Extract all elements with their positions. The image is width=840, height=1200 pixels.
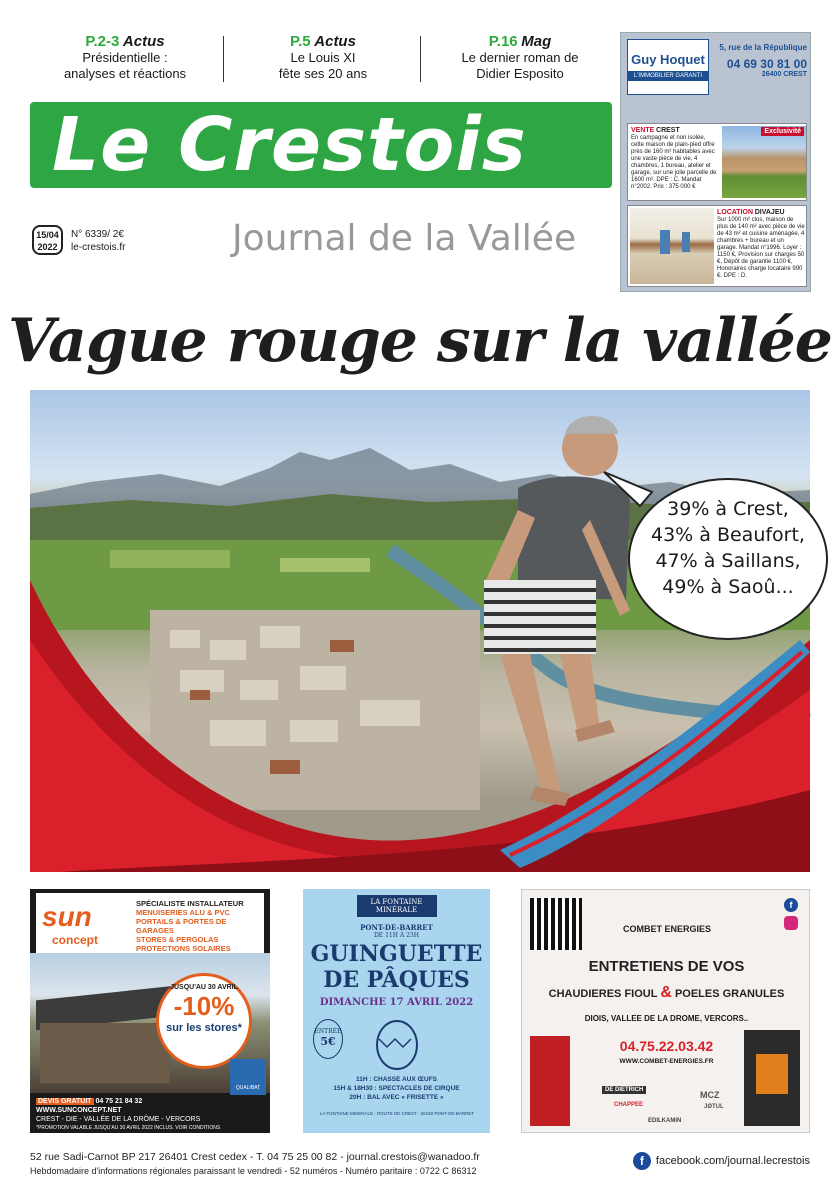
brand-mcz: MCZ: [700, 1090, 720, 1100]
teaser-text: analyses et réactions: [63, 66, 187, 81]
date-badge: [32, 225, 63, 255]
guinguette-date: DIMANCHE 17 AVRIL 2022: [319, 997, 474, 1008]
interior-photo: [630, 208, 714, 284]
footer-legal: Hebdomadaire d'informations régionales paraissant le vendredi - 52 numéros - Numéro paritaire : 0722 C 86312: [30, 1166, 477, 1176]
stove-image: [744, 1030, 800, 1126]
qr-code-icon[interactable]: [530, 898, 582, 950]
listing-label: LOCATION: [717, 209, 754, 216]
guinguette-place: PONT-DE-BARRET: [360, 923, 433, 932]
sun-brand: sun: [42, 901, 92, 932]
teaser-page: P.5: [290, 33, 311, 50]
site-link[interactable]: le-crestois.fr: [71, 242, 126, 253]
ad-guinguette[interactable]: [303, 889, 490, 1133]
brand-tagline: L'IMMOBILIER GARANTI: [628, 71, 708, 81]
entry-price: 5€: [320, 1035, 336, 1048]
sun-line: PROTECTIONS SOLAIRES: [136, 944, 231, 953]
exclusive-badge: Exclusivité: [761, 127, 804, 136]
easter-egg-icon: [367, 1017, 427, 1069]
guinguette-title: GUINGUETTE: [310, 941, 483, 967]
speech-bubble: [628, 478, 828, 640]
agency-address: 5, rue de la République: [719, 43, 807, 52]
facebook-url: facebook.com/journal.lecrestois: [655, 1155, 810, 1167]
listing-label: VENTE: [631, 127, 655, 134]
sun-line: PORTAILS & PORTES DE GARAGES: [136, 917, 227, 935]
masthead-title: Le Crestois: [30, 102, 612, 188]
divider: [420, 36, 421, 82]
bubble-line: 47% à Saillans,: [655, 550, 801, 572]
combet-subtitle: [522, 984, 811, 1002]
sun-site[interactable]: WWW.SUNCONCEPT.NET: [36, 1107, 122, 1114]
entry-label: ENTRÉE: [314, 1028, 342, 1035]
listing-text: Sur 1000 m² clos, maison de plus de 140 m² avec pièce de vie de 43 m² et cuisine aménagée, 4 chambres + bureau et un garage. Mandat n°1996. Loyer : 1150 €, Provision sur charges 50 €, Dépôt de garantie 1100 €, Honoraires charge locataire 990 €. DPE : D.: [717, 217, 805, 279]
program-item: 11H : CHASSE AUX ŒUFS: [355, 1076, 438, 1083]
facebook-icon[interactable]: f: [784, 898, 798, 912]
teaser-section: Actus: [314, 33, 356, 50]
brand-dedietrich: DE DIETRICH: [602, 1086, 646, 1094]
guinguette-contact: LA FONTAINE MINÉRALE - ROUTE DE CREST - 26160 PONT-DE-BARRET: [319, 1111, 475, 1116]
combet-title: ENTRETIENS DE VOS: [588, 958, 745, 975]
date-day: 15/04: [36, 230, 59, 240]
brand-name: Guy Hoquet: [631, 52, 705, 67]
guy-hoquet-logo: [627, 39, 709, 95]
combet-brand: COMBET ENERGIES: [622, 924, 711, 934]
agency-city: 26400 CREST: [761, 71, 807, 78]
instagram-icon[interactable]: [784, 916, 798, 930]
teaser-section: Mag: [521, 33, 552, 50]
teaser-actus-presidentielle[interactable]: [40, 34, 210, 82]
bubble-line: 43% à Beaufort,: [651, 524, 805, 546]
teaser-text: Le Louis XI: [290, 50, 356, 65]
brand-chappee: CHAPPEE: [614, 1102, 644, 1108]
date-year: 2022: [37, 242, 58, 252]
guinguette-program: [303, 1075, 490, 1102]
teaser-section: Actus: [122, 33, 165, 50]
combet-amp: &: [660, 984, 672, 1001]
entry-badge: [313, 1019, 343, 1059]
promo-badge: [156, 973, 252, 1069]
ad-sun-concept[interactable]: [30, 889, 270, 1140]
teaser-actus-louis-xi[interactable]: [238, 34, 408, 82]
agency-phone: 04 69 30 81 00: [726, 57, 807, 71]
issue-number: N° 6339/ 2€: [71, 229, 124, 240]
footer-address: 52 rue Sadi-Carnot BP 217 26401 Crest cedex - T. 04 75 25 00 82 - journal.crestois@wanadoo.fr: [30, 1151, 480, 1163]
realty-ad[interactable]: [620, 32, 811, 292]
sun-services: [136, 899, 266, 953]
house-photo: [722, 126, 806, 198]
headline: Vague rouge sur la vallée: [8, 306, 832, 376]
program-item: 20H : BAL AVEC « FRISETTE »: [349, 1094, 444, 1101]
combet-service: CHAUDIERES FIOUL: [548, 988, 658, 1000]
listing-rental[interactable]: [627, 205, 807, 287]
bubble-line: 39% à Crest,: [667, 498, 789, 520]
sun-contact: [36, 1097, 226, 1142]
sun-title: SPÉCIALISTE INSTALLATEUR: [136, 899, 244, 908]
qualibat-logo: QUALIBAT: [230, 1059, 266, 1095]
combet-phone: 04.75.22.03.42: [619, 1038, 714, 1054]
sun-line: STORES & PERGOLAS: [136, 935, 219, 944]
teaser-page: P.2-3: [85, 33, 120, 50]
teaser-text: Présidentielle :: [82, 50, 168, 65]
promo-value: -10%: [173, 991, 235, 1021]
divider: [223, 36, 224, 82]
listing-text: En campagne et non isolée, cette maison de plain-pied offre près de 160 m² habitables avec une vaste pièce de vie, 4 chambres, 1 bureau, atelier et garage, sur une jolie parcelle de 1600 m². DPE : C. Mandat n°2002. Prix : 375 000 €: [631, 135, 717, 190]
devis-label: DEVIS GRATUIT: [38, 1098, 92, 1105]
boiler-image: [530, 1036, 570, 1126]
guinguette-hours: DE 11H À 23H: [374, 932, 419, 939]
sun-areas: CREST - DIE - VALLÉE DE LA DRÔME - VERCORS: [36, 1116, 201, 1123]
combet-areas: DIOIS, VALLEE DE LA DROME, VERCORS..: [584, 1014, 749, 1023]
brand-jotul: JØTUL: [704, 1104, 724, 1110]
combet-service: POELES GRANULES: [674, 988, 785, 1000]
promo-until: JUSQU'AU 30 AVRIL: [170, 984, 238, 991]
listing-sale[interactable]: [627, 123, 807, 201]
bubble-line: 49% à Saoû...: [662, 576, 794, 598]
facebook-icon: f: [633, 1152, 651, 1170]
listing-place: DIVAJEU: [754, 209, 785, 216]
issue-info: [71, 228, 125, 254]
sun-note: *PROMOTION VALABLE JUSQU'AU 30 AVRIL 2022 INCLUS. VOIR CONDITIONS EN MAGASIN.: [36, 1125, 221, 1140]
promo-label: sur les stores*: [166, 1022, 242, 1034]
teaser-page: P.16: [488, 33, 518, 50]
facebook-link[interactable]: [633, 1152, 810, 1170]
guinguette-title2: DE PÂQUES: [323, 967, 470, 993]
agency-contact: [713, 43, 807, 78]
program-item: 15H & 18H30 : SPECTACLES DE CIRQUE: [333, 1085, 460, 1092]
sun-line: MENUISERIES ALU & PVC: [136, 908, 230, 917]
masthead-subtitle: Journal de la Vallée: [232, 218, 577, 259]
ad-combet-energies[interactable]: [521, 889, 810, 1133]
sun-brand-sub: concept: [52, 933, 99, 947]
guinguette-venue: LA FONTAINE MINÉRALE: [357, 895, 437, 917]
brand-edilkamin: EDILKAMIN: [648, 1118, 682, 1124]
teaser-text: Didier Esposito: [476, 66, 564, 81]
sun-phone: 04 75 21 84 32: [95, 1098, 143, 1105]
footer-info: [30, 1150, 480, 1178]
teaser-mag[interactable]: [430, 34, 610, 82]
listing-place: CREST: [656, 127, 680, 134]
teaser-text: fête ses 20 ans: [278, 66, 368, 81]
combet-site[interactable]: WWW.COMBET-ENERGIES.FR: [619, 1058, 714, 1065]
teaser-text: Le dernier roman de: [461, 50, 579, 65]
